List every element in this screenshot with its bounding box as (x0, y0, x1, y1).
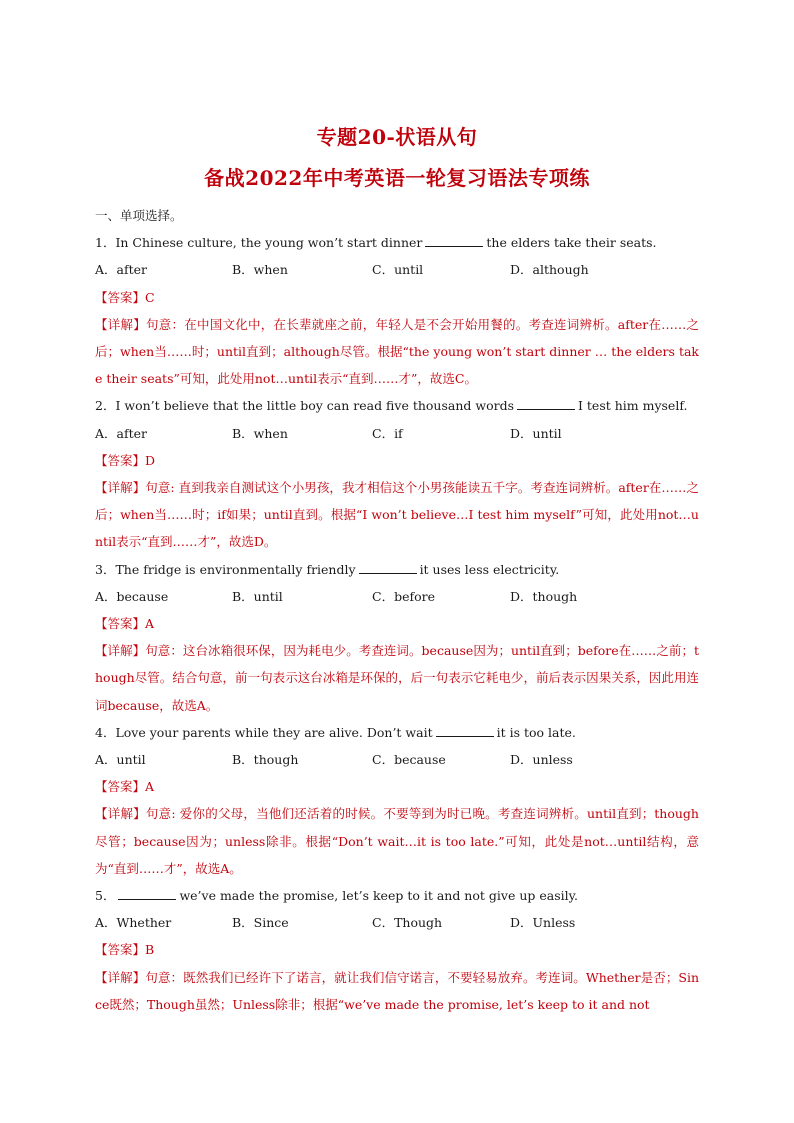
option-b: B．until (232, 588, 283, 604)
answer-value: B (145, 942, 155, 958)
question-block (95, 392, 699, 555)
answer-line (95, 284, 699, 311)
answer-blank (359, 561, 417, 574)
explain-tag: 【详解】 (95, 969, 146, 985)
question-number: 3． (95, 561, 116, 577)
option-d: D．unless (510, 752, 573, 768)
section-heading: 一、单项选择。 (95, 208, 183, 223)
option-c: C．before (372, 588, 435, 604)
explanation (95, 964, 699, 1018)
options-row (95, 256, 699, 283)
explanation-text: 句意: 直到我亲自测试这个小男孩，我才相信这个小男孩能读五千字。考查连词辨析。after在……之后；when当……时；if如果；until直到。根据“I won’t believe…I test him myself”可知，此处用not…until表示“直到……才”，故选D。 (95, 480, 699, 550)
question-stem (95, 882, 699, 909)
question-stem (95, 556, 699, 583)
stem-before: Love your parents while they are alive. Don’t wait (115, 724, 433, 740)
answer-value: A (145, 616, 155, 631)
answer-blank (436, 724, 494, 737)
option-c: C．until (372, 262, 424, 278)
explain-tag: 【详解】 (95, 316, 147, 332)
stem-after: I test him myself. (577, 398, 688, 414)
option-d: D．though (510, 588, 578, 604)
option-a: A．Whether (95, 915, 172, 931)
question-number: 4． (95, 724, 116, 740)
answer-blank (425, 234, 483, 247)
explain-tag: 【详解】 (95, 480, 146, 495)
stem-before: In Chinese culture, the young won’t start dinner (115, 235, 423, 251)
answer-tag: 【答案】 (95, 289, 146, 305)
explanation-text: 句意：在中国文化中，在长辈就座之前，年轻人是不会开始用餐的。考查连词辨析。after在……之后；when当……时；until直到；although尽管。根据“the young won’t start dinner … the elders take their seats”可知，此处用not…until表示“直到……才”，故选C。 (95, 316, 699, 387)
document-subtitle: 备战2022年中考英语一轮复习语法专项练 (204, 166, 590, 190)
explain-tag: 【详解】 (95, 643, 146, 659)
option-b: B．when (232, 425, 288, 441)
option-c: C．because (372, 752, 446, 768)
option-b: B．though (232, 752, 299, 768)
option-a: A．until (95, 752, 146, 768)
stem-after: it uses less electricity. (419, 561, 560, 577)
answer-blank (517, 397, 575, 410)
explanation (95, 800, 699, 882)
stem-after: it is too late. (496, 724, 576, 740)
options-row (95, 583, 699, 610)
option-a: A．because (95, 588, 169, 604)
stem-before: The fridge is environmentally friendly (115, 561, 356, 577)
answer-tag: 【答案】 (95, 452, 146, 468)
answer-value: C (145, 289, 155, 305)
option-c: C．if (372, 425, 403, 441)
question-stem (95, 392, 699, 419)
stem-after: the elders take their seats. (486, 235, 657, 251)
explanation-text: 句意：这台冰箱很环保，因为耗电少。考查连词。because因为；until直到；before在……之前；though尽管。结合句意，前一句表示这台冰箱是环保的，后一句表示它耗电少，前后表示因果关系，因此用连词because，故选A。 (95, 643, 699, 713)
options-row (95, 746, 699, 773)
answer-value: A (145, 779, 155, 795)
option-b: B．Since (232, 915, 289, 931)
option-a: A．after (95, 262, 148, 278)
answer-line (95, 936, 699, 963)
answer-line (95, 610, 699, 637)
question-block (95, 882, 699, 1018)
option-a: A．after (95, 425, 148, 441)
answer-tag: 【答案】 (95, 779, 146, 795)
questions-container (95, 229, 699, 1018)
answer-tag: 【答案】 (95, 942, 146, 958)
option-d: D．until (510, 425, 562, 441)
question-stem (95, 719, 699, 746)
explanation (95, 474, 699, 556)
question-stem (95, 229, 699, 256)
question-block (95, 229, 699, 392)
stem-after: we’ve made the promise, let’s keep to it and not give up easily. (179, 888, 578, 904)
question-block (95, 556, 699, 719)
explanation-text: 句意: 爱你的父母，当他们还活着的时候。不要等到为时已晚。考查连词辨析。until直到；though尽管；because因为；unless除非。根据“Don’t wait…it is too late.”可知，此处是not…until结构，意为“直到……才”，故选A。 (95, 806, 699, 876)
option-b: B．when (232, 262, 288, 278)
options-row (95, 909, 699, 936)
explain-tag: 【详解】 (95, 806, 146, 822)
stem-before: I won’t believe that the little boy can read five thousand words (115, 398, 514, 414)
explanation (95, 311, 699, 393)
option-d: D．although (510, 262, 589, 278)
option-d: D．Unless (510, 915, 576, 931)
answer-blank (118, 887, 176, 900)
document-title: 专题20-状语从句 (316, 125, 478, 149)
options-row (95, 420, 699, 447)
answer-line (95, 773, 699, 800)
question-block (95, 719, 699, 882)
answer-line (95, 447, 699, 474)
explanation (95, 637, 699, 719)
answer-tag: 【答案】 (95, 616, 146, 631)
question-number: 2． (95, 398, 116, 414)
question-list (95, 202, 699, 1018)
question-number: 1． (95, 235, 116, 251)
question-number: 5． (95, 888, 116, 904)
explanation-text: 句意：既然我们已经许下了诺言，就让我们信守诺言，不要轻易放弃。考连词。Whether是否；Since既然；Though虽然；Unless除非；根据“we’ve made the promise, let’s keep to it and not (95, 969, 699, 1012)
option-c: C．Though (372, 915, 443, 931)
answer-value: D (145, 452, 156, 468)
